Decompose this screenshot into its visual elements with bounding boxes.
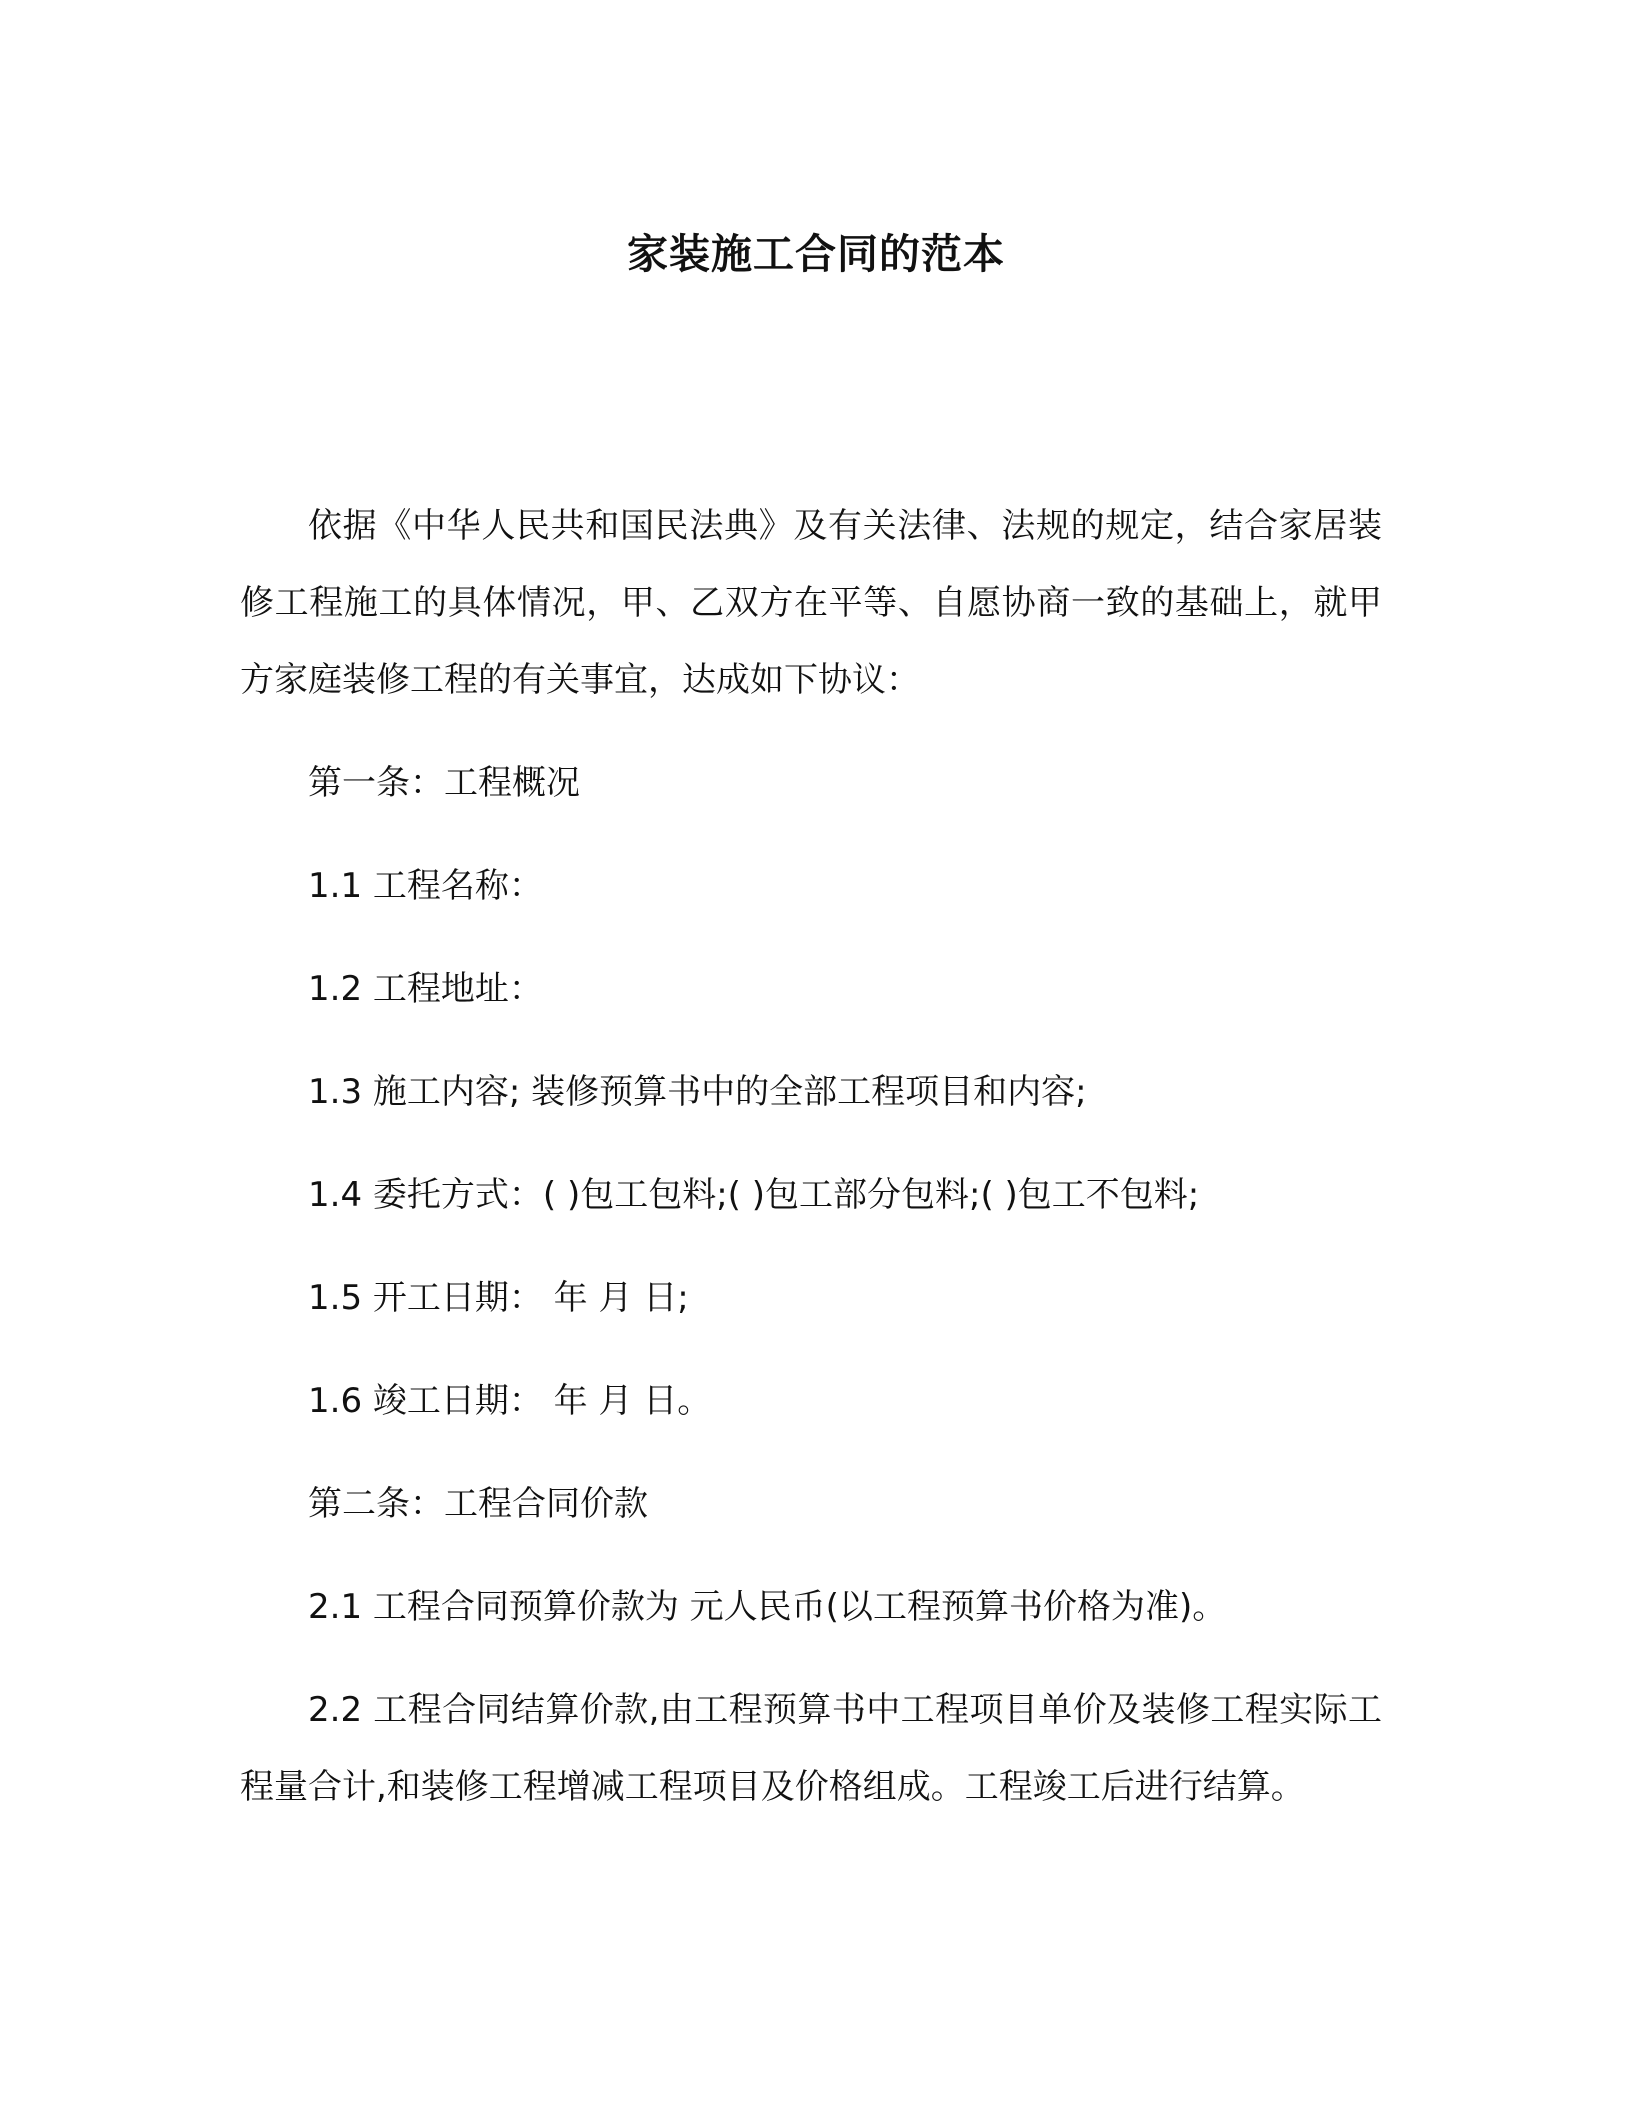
article-1-heading: 第一条：工程概况 <box>308 763 580 803</box>
document-body <box>240 488 1382 1826</box>
clause-1-4: 1.4 委托方式：( )包工包料;( )包工部分包料;( )包工不包料; <box>308 1175 1200 1215</box>
document-title: 家装施工合同的范本 <box>627 230 1005 278</box>
clause-1-3: 1.3 施工内容; 装修预算书中的全部工程项目和内容; <box>308 1072 1087 1112</box>
clause-1-6: 1.6 竣工日期： 年 月 日。 <box>308 1381 712 1421</box>
clause-1-1: 1.1 工程名称： <box>308 866 543 906</box>
clause-2-2: 2.2 工程合同结算价款,由工程预算书中工程项目单价及装修工程实际工程量合计,和装修工程增减工程项目及价格组成。工程竣工后进行结算。 <box>240 1690 1382 1807</box>
clause-1-2: 1.2 工程地址： <box>308 969 543 1009</box>
clause-2-1: 2.1 工程合同预算价款为 元人民币(以工程预算书价格为准)。 <box>308 1587 1227 1627</box>
preamble-paragraph: 依据《中华人民共和国民法典》及有关法律、法规的规定，结合家居装修工程施工的具体情况，甲、乙双方在平等、自愿协商一致的基础上，就甲方家庭装修工程的有关事宜，达成如下协议： <box>240 506 1382 700</box>
clause-1-5: 1.5 开工日期： 年 月 日; <box>308 1278 689 1318</box>
article-2-heading: 第二条：工程合同价款 <box>308 1484 648 1524</box>
